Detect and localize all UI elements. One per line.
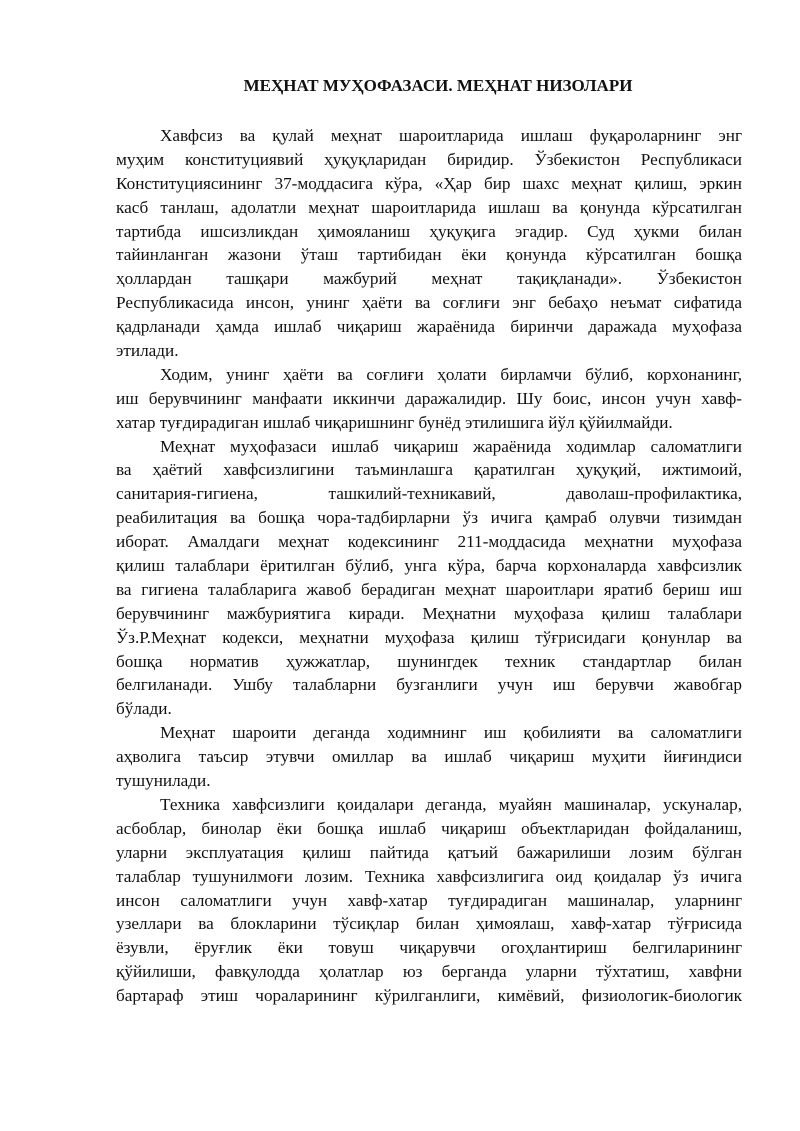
- paragraph-line: ҳоллардан ташқари мажбурий меҳнат тақиқланади». Ўзбекистон: [116, 269, 742, 289]
- paragraph-line: қўйилиши, фавқулодда ҳолатлар юз берганда уларни тўхтатиш, хавфни: [116, 962, 742, 982]
- paragraph-line: Республикасида инсон, унинг ҳаёти ва соғлиғи энг бебаҳо неъмат сифатида: [116, 293, 742, 313]
- paragraph-line: касб танлаш, адолатли меҳнат шароитларида ишлаш ва қонунда кўрсатилган: [116, 197, 742, 217]
- paragraph-line: Ўз.Р.Меҳнат кодекси, меҳнатни муҳофаза қилиш тўғрисидаги қонунлар ва: [116, 627, 742, 647]
- paragraph-line: инсон саломатлиги учун хавф-хатар туғдирадиган машиналар, уларнинг: [116, 890, 742, 910]
- paragraph-line: реабилитация ва бошқа чора-тадбирларни ўз ичига қамраб олувчи тизимдан: [116, 508, 742, 528]
- paragraph-line: қилиш талаблари ёритилган бўлиб, унга кўра, барча корхоналарда хавфсизлик: [116, 556, 742, 576]
- paragraph-line: белгиланади. Ушбу талабларни бузганлиги учун иш берувчи жавобгар: [116, 675, 742, 695]
- paragraph-line: иборат. Амалдаги меҳнат кодексининг 211-моддасида меҳнатни муҳофаза: [116, 532, 742, 552]
- paragraph-line: уларни эксплуатация қилиш пайтида қатъий бажарилиши лозим бўлган: [116, 842, 742, 862]
- paragraph-line: Меҳнат муҳофазаси ишлаб чиқариш жараёнида ходимлар саломатлиги: [160, 436, 742, 456]
- paragraph-line: Меҳнат шароити деганда ходимнинг иш қобилияти ва саломатлиги: [160, 723, 742, 743]
- paragraph-line: хатар туғдирадиган ишлаб чиқаришнинг бунёд этилишига йўл қўйилмайди.: [116, 412, 673, 432]
- paragraph-line: ва гигиена талабларига жавоб берадиган меҳнат шароитлари яратиб бериш иш: [116, 579, 742, 599]
- paragraph-line: Конституциясининг 37-моддасига кўра, «Ҳар бир шахс меҳнат қилиш, эркин: [116, 173, 742, 193]
- paragraph-line: қадрланади ҳамда ишлаб чиқариш жараёнида биринчи даражада муҳофаза: [116, 317, 742, 337]
- paragraph-5: [116, 793, 742, 1008]
- paragraph-line: санитария-гигиена, ташкилий-техникавий, даволаш-профилактика,: [116, 484, 742, 504]
- paragraph-line: иш берувчининг манфаати иккинчи даражалидир. Шу боис, инсон учун хавф-: [116, 388, 742, 408]
- document-title: МЕҲНАТ МУҲОФАЗАСИ. МЕҲНАТ НИЗОЛАРИ: [243, 76, 633, 95]
- paragraph-line: ёзувли, ёруғлик ёки товуш чиқарувчи огоҳлантириш белгиларининг: [116, 938, 742, 958]
- paragraph-line: асбоблар, бинолар ёки бошқа ишлаб чиқариш объектларидан фойдаланиш,: [116, 818, 742, 838]
- paragraph-line: Хавфсиз ва қулай меҳнат шароитларида ишлаш фуқароларнинг энг: [160, 126, 742, 145]
- paragraph-line: Техника хавфсизлиги қоидалари деганда, муайян машиналар, ускуналар,: [160, 794, 742, 814]
- paragraph-line: ва ҳаётий хавфсизлигини таъминлашга қаратилган ҳуқуқий, ижтимоий,: [116, 460, 742, 480]
- paragraph-line: Ходим, унинг ҳаёти ва соғлиғи ҳолати бирламчи бўлиб, корхонанинг,: [160, 364, 742, 384]
- paragraph-line: муҳим конституциявий ҳуқуқларидан биридир. Ўзбекистон Республикаси: [116, 149, 742, 169]
- paragraph-line: тушунилади.: [116, 771, 211, 791]
- paragraph-line: бошқа норматив ҳужжатлар, шунингдек техник стандартлар билан: [116, 651, 742, 671]
- paragraph-1: [116, 124, 742, 363]
- paragraph-3: [116, 435, 742, 722]
- paragraph-line: аҳволига таъсир этувчи омиллар ва ишлаб чиқариш муҳити йиғиндиси: [116, 747, 742, 767]
- document-body: [116, 124, 742, 1008]
- paragraph-line: узеллари ва блокларини тўсиқлар билан ҳимоялаш, хавф-хатар тўғрисида: [116, 914, 742, 934]
- paragraph-line: тартибда ишсизликдан ҳимояланиш ҳуқуқига эгадир. Суд ҳукми билан: [116, 221, 742, 241]
- paragraph-line: бартараф этиш чораларининг кўрилганлиги, кимёвий, физиологик-биологик: [116, 986, 742, 1006]
- paragraph-line: этилади.: [116, 341, 179, 361]
- paragraph-4: [116, 721, 742, 793]
- paragraph-2: [116, 363, 742, 435]
- paragraph-line: бўлади.: [116, 699, 172, 719]
- paragraph-line: берувчининг мажбуриятига киради. Меҳнатни муҳофаза қилиш талаблари: [116, 603, 742, 623]
- paragraph-line: талаблар тушунилмоғи лозим. Техника хавфсизлигига оид қоидалар ўз ичига: [116, 866, 742, 886]
- paragraph-line: тайинланган жазони ўташ тартибидан ёки қонунда кўрсатилган бошқа: [116, 245, 742, 265]
